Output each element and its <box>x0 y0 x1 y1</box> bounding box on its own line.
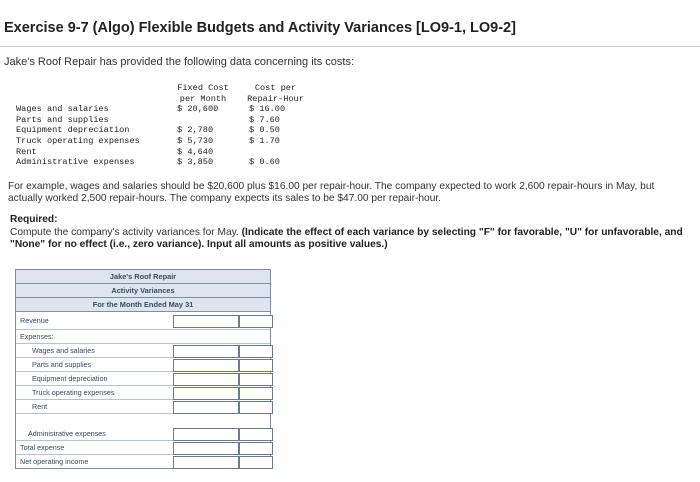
cost-row <box>16 125 311 136</box>
required-plain: Compute the company's activity variances for May. <box>10 227 242 238</box>
worksheet-row <box>16 358 270 372</box>
variance-amount-input[interactable] <box>173 456 239 469</box>
variable-cost-value: $ 7.60 <box>249 114 280 125</box>
cost-label: Wages and salaries <box>16 104 109 115</box>
worksheet-row-label: Truck operating expenses <box>32 388 115 397</box>
variance-effect-select[interactable] <box>239 373 273 386</box>
fixed-cost-value <box>166 115 240 126</box>
cost-label: Truck operating expenses <box>16 135 140 146</box>
variance-amount-input[interactable] <box>173 373 239 386</box>
variable-cost-value <box>240 147 311 158</box>
variable-cost-value: $ 16.00 <box>249 104 286 115</box>
fixed-cost-header-2: per Month <box>179 93 227 104</box>
fixed-cost-value: $ 4,640 <box>177 146 214 157</box>
variable-cost-value: $ 0.60 <box>249 157 280 168</box>
variable-cost-value: $ 0.50 <box>249 125 280 136</box>
worksheet-row-label: Rent <box>32 402 48 411</box>
variance-amount-input[interactable] <box>173 401 239 414</box>
activity-variances-worksheet <box>15 269 271 469</box>
worksheet-row-label: Expenses: <box>20 332 54 341</box>
worksheet-row <box>16 400 270 414</box>
worksheet-row-label: Revenue <box>20 316 49 325</box>
divider <box>0 46 700 47</box>
example-text: For example, wages and salaries should be $20,600 plus $16.00 per repair-hour. The company expected to work 2,600 repair-hours in May, but actually worked 2,500 repair-hours. The company expects its sales to be $47.00 per repair-hour. <box>8 181 655 204</box>
variance-effect-select[interactable] <box>239 456 273 469</box>
worksheet-period: For the Month Ended May 31 <box>16 298 270 312</box>
fixed-cost-header-1: Fixed Cost <box>177 83 229 93</box>
worksheet-row <box>16 441 270 455</box>
cost-data-table <box>16 83 311 168</box>
cost-label: Parts and supplies <box>16 114 109 125</box>
cost-per-header-1: Cost per <box>254 83 297 93</box>
variance-amount-input[interactable] <box>173 387 239 400</box>
worksheet-row-label: Parts and supplies <box>32 360 92 369</box>
cost-row <box>16 157 311 168</box>
cost-label: Rent <box>16 146 37 157</box>
cost-label: Equipment depreciation <box>16 125 130 136</box>
variance-amount-input[interactable] <box>173 345 239 358</box>
required-text <box>10 227 690 251</box>
fixed-cost-value: $ 20,600 <box>177 104 219 115</box>
variance-effect-select[interactable] <box>239 387 273 400</box>
worksheet-row-label: Net operating income <box>20 457 89 466</box>
worksheet-report-name: Activity Variances <box>16 284 270 298</box>
variance-effect-select[interactable] <box>239 442 273 455</box>
required-instructions: (Indicate the effect of each variance by selecting "F" for favorable, "U" for unfavorable, and "None" for no effect (i.e., zero variance). Input all amounts as positive values.) <box>10 227 683 250</box>
worksheet-row <box>16 455 270 468</box>
variance-effect-select[interactable] <box>239 359 273 372</box>
worksheet-row-label: Wages and salaries <box>32 346 95 355</box>
worksheet-row-label: Equipment depreciation <box>32 374 108 383</box>
worksheet-row <box>16 330 270 344</box>
variance-amount-input[interactable] <box>173 315 239 328</box>
worksheet-company: Jake's Roof Repair <box>16 270 270 284</box>
cost-row <box>16 147 311 158</box>
variance-effect-select[interactable] <box>239 345 273 358</box>
variance-amount-input[interactable] <box>173 428 239 441</box>
worksheet-header <box>16 270 270 312</box>
worksheet-row <box>16 386 270 400</box>
worksheet-row <box>16 344 270 358</box>
variance-amount-input[interactable] <box>173 359 239 372</box>
cost-label: Administrative expenses <box>16 157 135 168</box>
variance-amount-input[interactable] <box>173 442 239 455</box>
intro-text: Jake's Roof Repair has provided the following data concerning its costs: <box>4 56 355 68</box>
fixed-cost-value: $ 2,780 <box>177 125 214 136</box>
required-heading: Required: <box>10 214 58 225</box>
variance-effect-select[interactable] <box>239 401 273 414</box>
cost-per-header-2: Repair-Hour <box>247 93 304 104</box>
fixed-cost-value: $ 5,730 <box>177 135 214 146</box>
variable-cost-value: $ 1.70 <box>249 135 280 146</box>
variance-effect-select[interactable] <box>239 315 273 328</box>
worksheet-row-label: Total expense <box>20 443 65 452</box>
cost-row <box>16 136 311 147</box>
cost-row <box>16 115 311 126</box>
cost-row <box>16 104 311 115</box>
worksheet-row <box>16 372 270 386</box>
exercise-title: Exercise 9-7 (Algo) Flexible Budgets and Activity Variances [LO9-1, LO9-2] <box>4 20 516 36</box>
fixed-cost-value: $ 3,850 <box>177 157 214 168</box>
worksheet-row-label: Administrative expenses <box>28 429 106 438</box>
worksheet-row <box>16 414 270 441</box>
worksheet-row <box>16 312 270 330</box>
variance-effect-select[interactable] <box>239 428 273 441</box>
